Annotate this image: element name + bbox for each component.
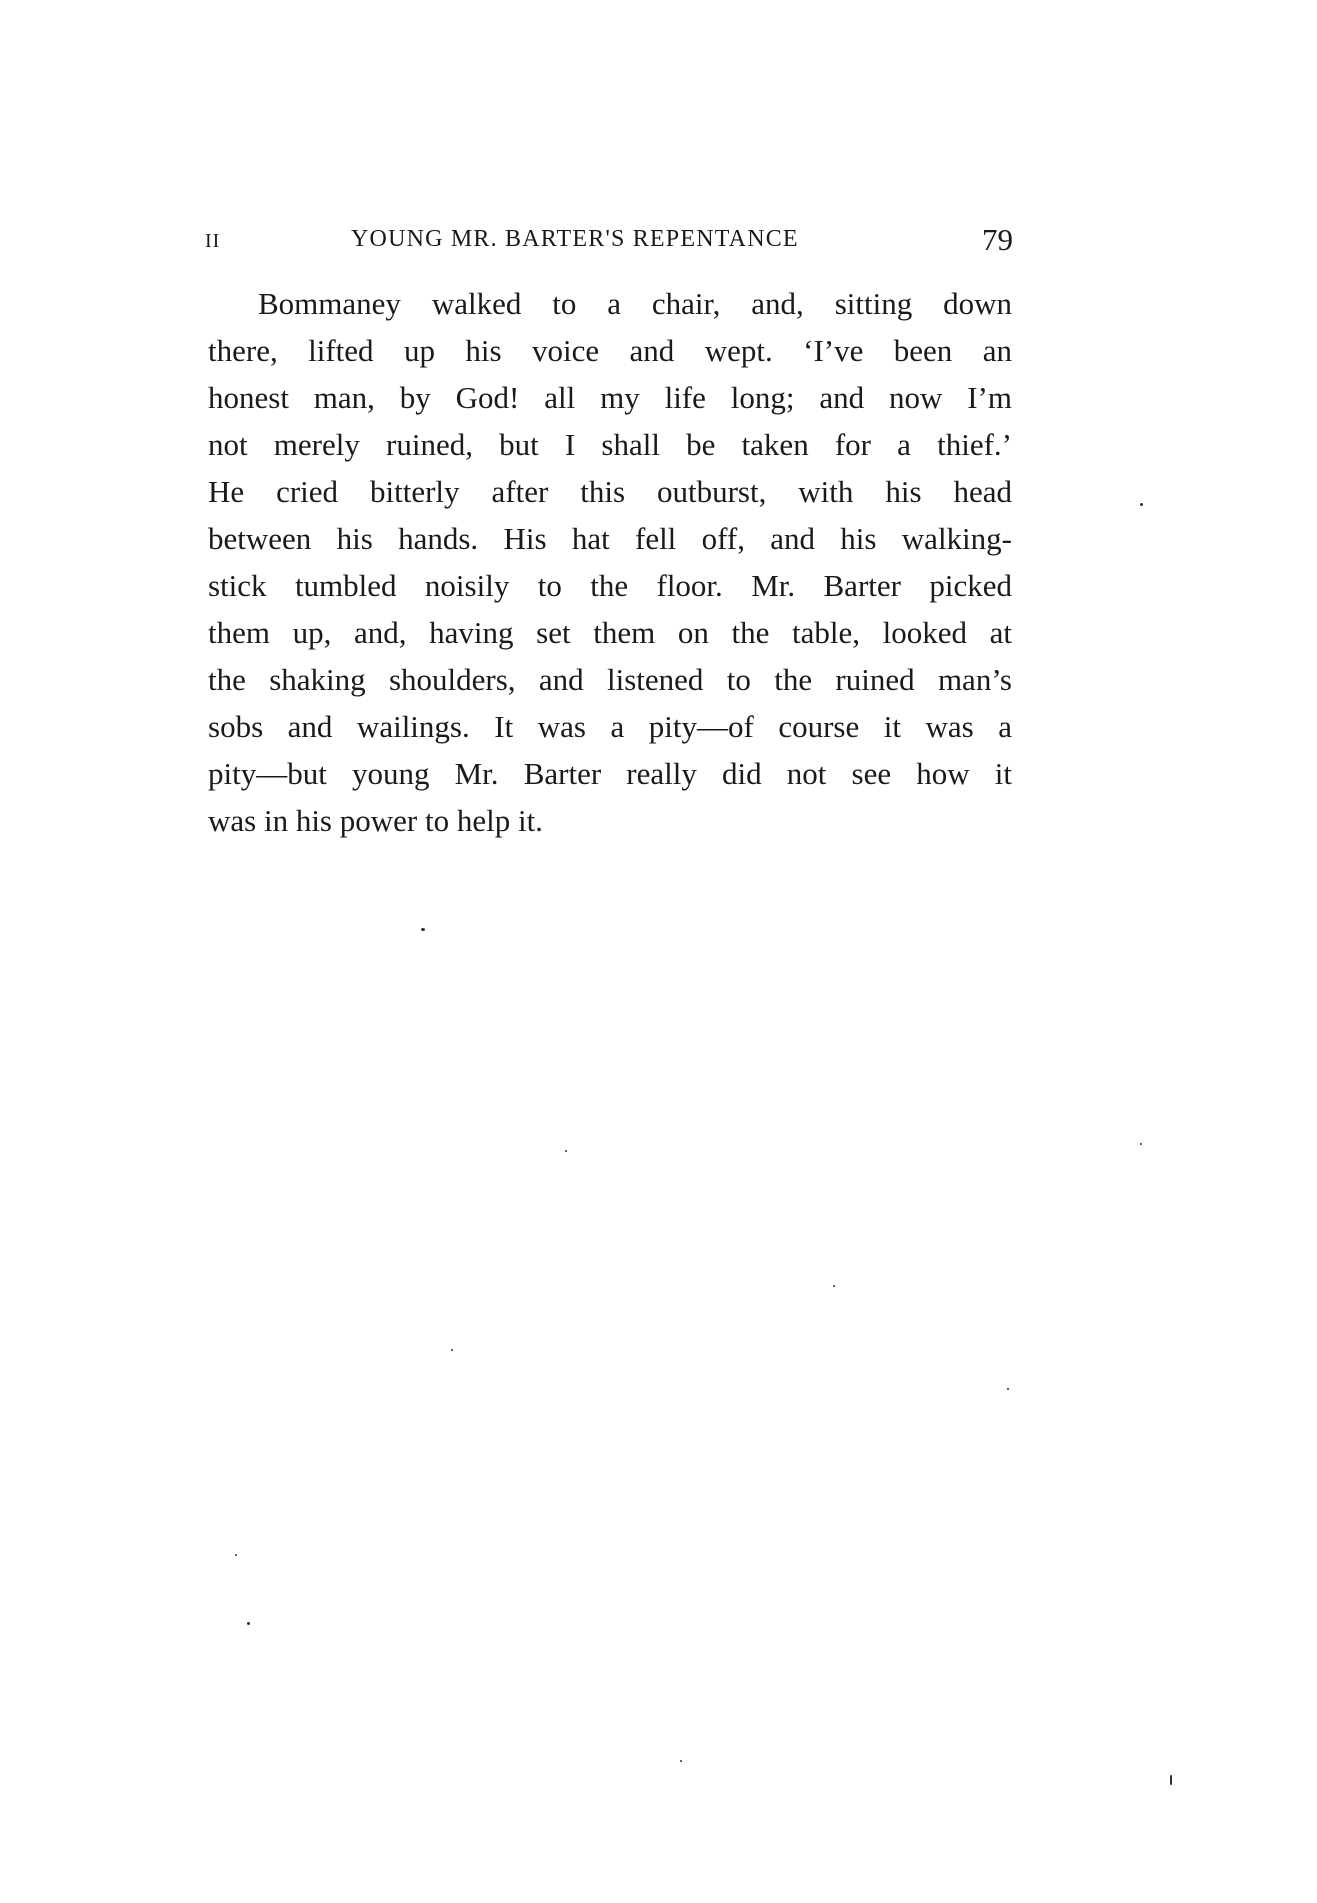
paragraph xyxy=(208,280,1012,844)
scan-speck xyxy=(565,1150,567,1152)
running-title: YOUNG MR. BARTER'S REPENTANCE xyxy=(351,226,799,252)
text-line: was in his power to help it. xyxy=(208,803,543,838)
scan-speck xyxy=(421,928,425,931)
text-line: stick tumbled noisily to the floor. Mr. Barter picked xyxy=(208,568,1012,603)
scan-speck xyxy=(1007,1388,1009,1390)
scan-speck xyxy=(1170,1775,1172,1785)
text-line: Bommaney walked to a chair, and, sitting down xyxy=(258,286,1012,321)
scan-speck xyxy=(247,1622,250,1625)
text-line: sobs and wailings. It was a pity—of course it was a xyxy=(208,709,1012,744)
text-line: between his hands. His hat fell off, and his walking- xyxy=(208,521,1012,556)
running-head xyxy=(205,222,1015,262)
text-line: not merely ruined, but I shall be taken for a thief.’ xyxy=(208,427,1012,462)
text-line: there, lifted up his voice and wept. ‘I’ve been an xyxy=(208,333,1012,368)
text-line: the shaking shoulders, and listened to the ruined man’s xyxy=(208,662,1012,697)
text-line: honest man, by God! all my life long; and now I’m xyxy=(208,380,1012,415)
scan-speck xyxy=(833,1285,835,1287)
text-line: pity—but young Mr. Barter really did not see how it xyxy=(208,756,1012,791)
text-line: He cried bitterly after this outburst, with his head xyxy=(208,474,1012,509)
scan-speck xyxy=(1140,503,1143,506)
text-line: them up, and, having set them on the table, looked at xyxy=(208,615,1012,650)
chapter-number: II xyxy=(205,230,221,252)
scan-speck xyxy=(451,1349,453,1351)
scan-speck xyxy=(1140,1143,1142,1145)
scan-speck xyxy=(235,1554,237,1556)
page-number: 79 xyxy=(982,222,1013,257)
scan-speck xyxy=(680,1760,682,1762)
